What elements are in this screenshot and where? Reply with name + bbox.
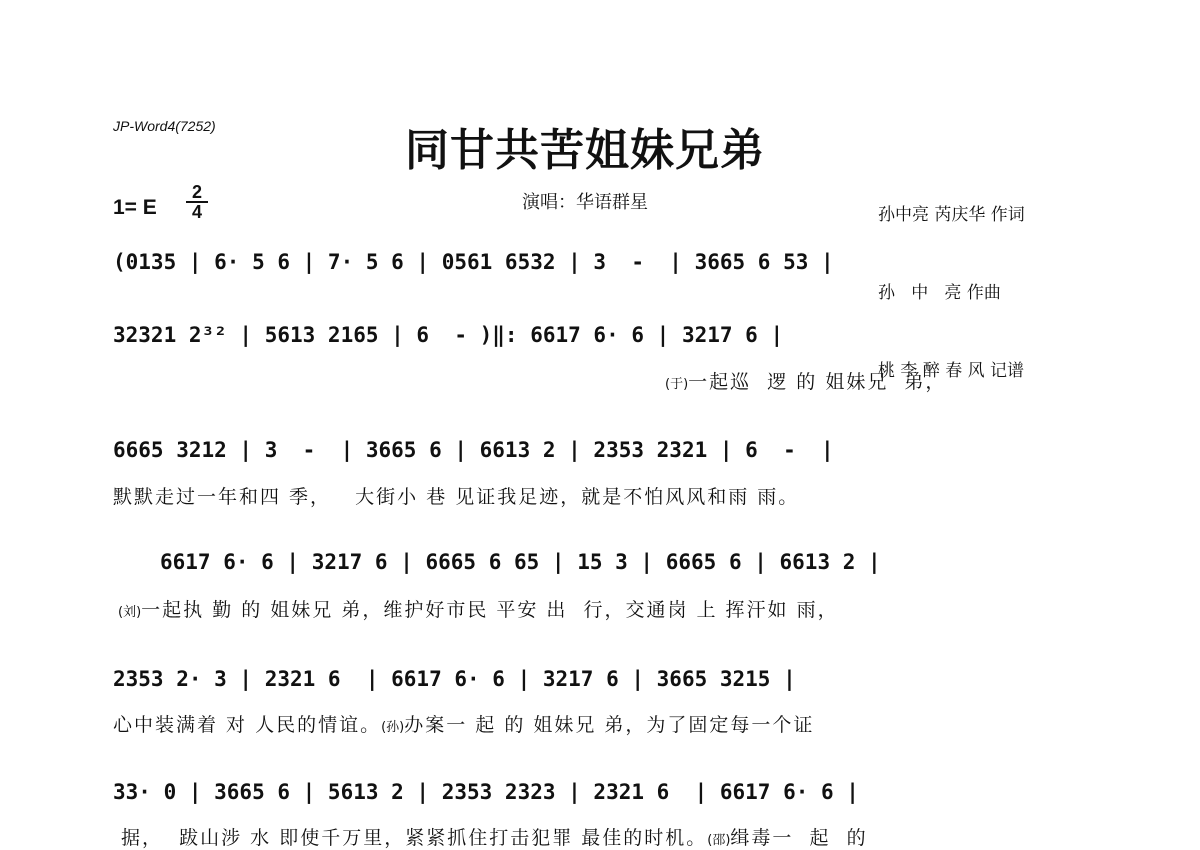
lyrics-text: 一起执 勤 的 姐妹兄 弟，维护好市民 平安 出 行，交通岗 上 挥汗如 雨， — [141, 599, 839, 621]
singer-marker: (于) — [665, 377, 689, 392]
singer-label: 演唱：华语群星 — [522, 192, 648, 213]
lyrics-text: 缉毒一 起 的 — [730, 827, 868, 849]
lyrics-row-6 — [113, 823, 868, 850]
notes: 33· 0 | 3665 6 | 5613 2 | 2353 2323 | 2321 6 | 6617 6· 6 | — [113, 780, 859, 804]
notes: 6665 3212 | 3 - | 3665 6 | 6613 2 | 2353 2321 | 6 - | — [113, 438, 834, 462]
notation-row-1 — [113, 250, 1093, 280]
singer-marker: (孙) — [381, 720, 405, 735]
lyrics-row-2 — [665, 367, 946, 394]
lyricist-credit: 孙中亮 芮庆华 作词 — [878, 205, 1025, 225]
notation-row-3 — [113, 438, 1093, 468]
singer-marker: (刘) — [118, 605, 142, 620]
time-numerator: 2 — [186, 184, 208, 203]
lyrics-before: 心中装满着 对 人民的情谊。 — [113, 714, 382, 736]
notes: 32321 2³² | 5613 2165 | 6 - )‖: 6617 6· 6 | 3217 6 | — [113, 323, 784, 347]
lyrics-before: 据， 跋山涉 水 即使千万里，紧紧抓住打击犯罪 最佳的时机。 — [113, 827, 708, 849]
lyrics-text: 一起巡 逻 的 姐妹兄 弟， — [688, 371, 947, 393]
song-title: 同甘共苦姐妹兄弟 — [405, 125, 765, 176]
lyrics-text: 办案一 起 的 姐妹兄 弟，为了固定每一个证 — [404, 714, 815, 736]
lyrics-row-4 — [118, 595, 839, 622]
software-label: JP-Word4(7252) — [113, 118, 216, 134]
key-signature: 1= E — [113, 196, 157, 219]
notes: (0135 | 6· 5 6 | 7· 5 6 | 0561 6532 | 3 - | 3665 6 53 | — [113, 250, 834, 274]
singer-marker: (邵) — [707, 833, 731, 848]
lyrics-row-5 — [113, 710, 814, 737]
notes: 2353 2· 3 | 2321 6 | 6617 6· 6 | 3217 6 | 3665 3215 | — [113, 667, 796, 691]
notes: 6617 6· 6 | 3217 6 | 6665 6 65 | 15 3 | 6665 6 | 6613 2 | — [160, 550, 881, 574]
notation-row-6 — [113, 780, 1093, 810]
composer-credit: 孙 中 亮 作曲 — [878, 283, 1001, 303]
transcriber-credit: 桃 李 醉 春 风 记谱 — [878, 361, 1025, 381]
lyrics-row-3 — [113, 482, 799, 509]
time-signature — [186, 184, 208, 222]
notation-row-4 — [160, 550, 1140, 580]
time-denominator: 4 — [191, 202, 202, 222]
notation-row-2 — [113, 323, 1093, 353]
notation-row-5 — [113, 667, 1093, 697]
lyrics-text: 默默走过一年和四 季， 大街小 巷 见证我足迹，就是不怕风风和雨 雨。 — [113, 486, 800, 508]
